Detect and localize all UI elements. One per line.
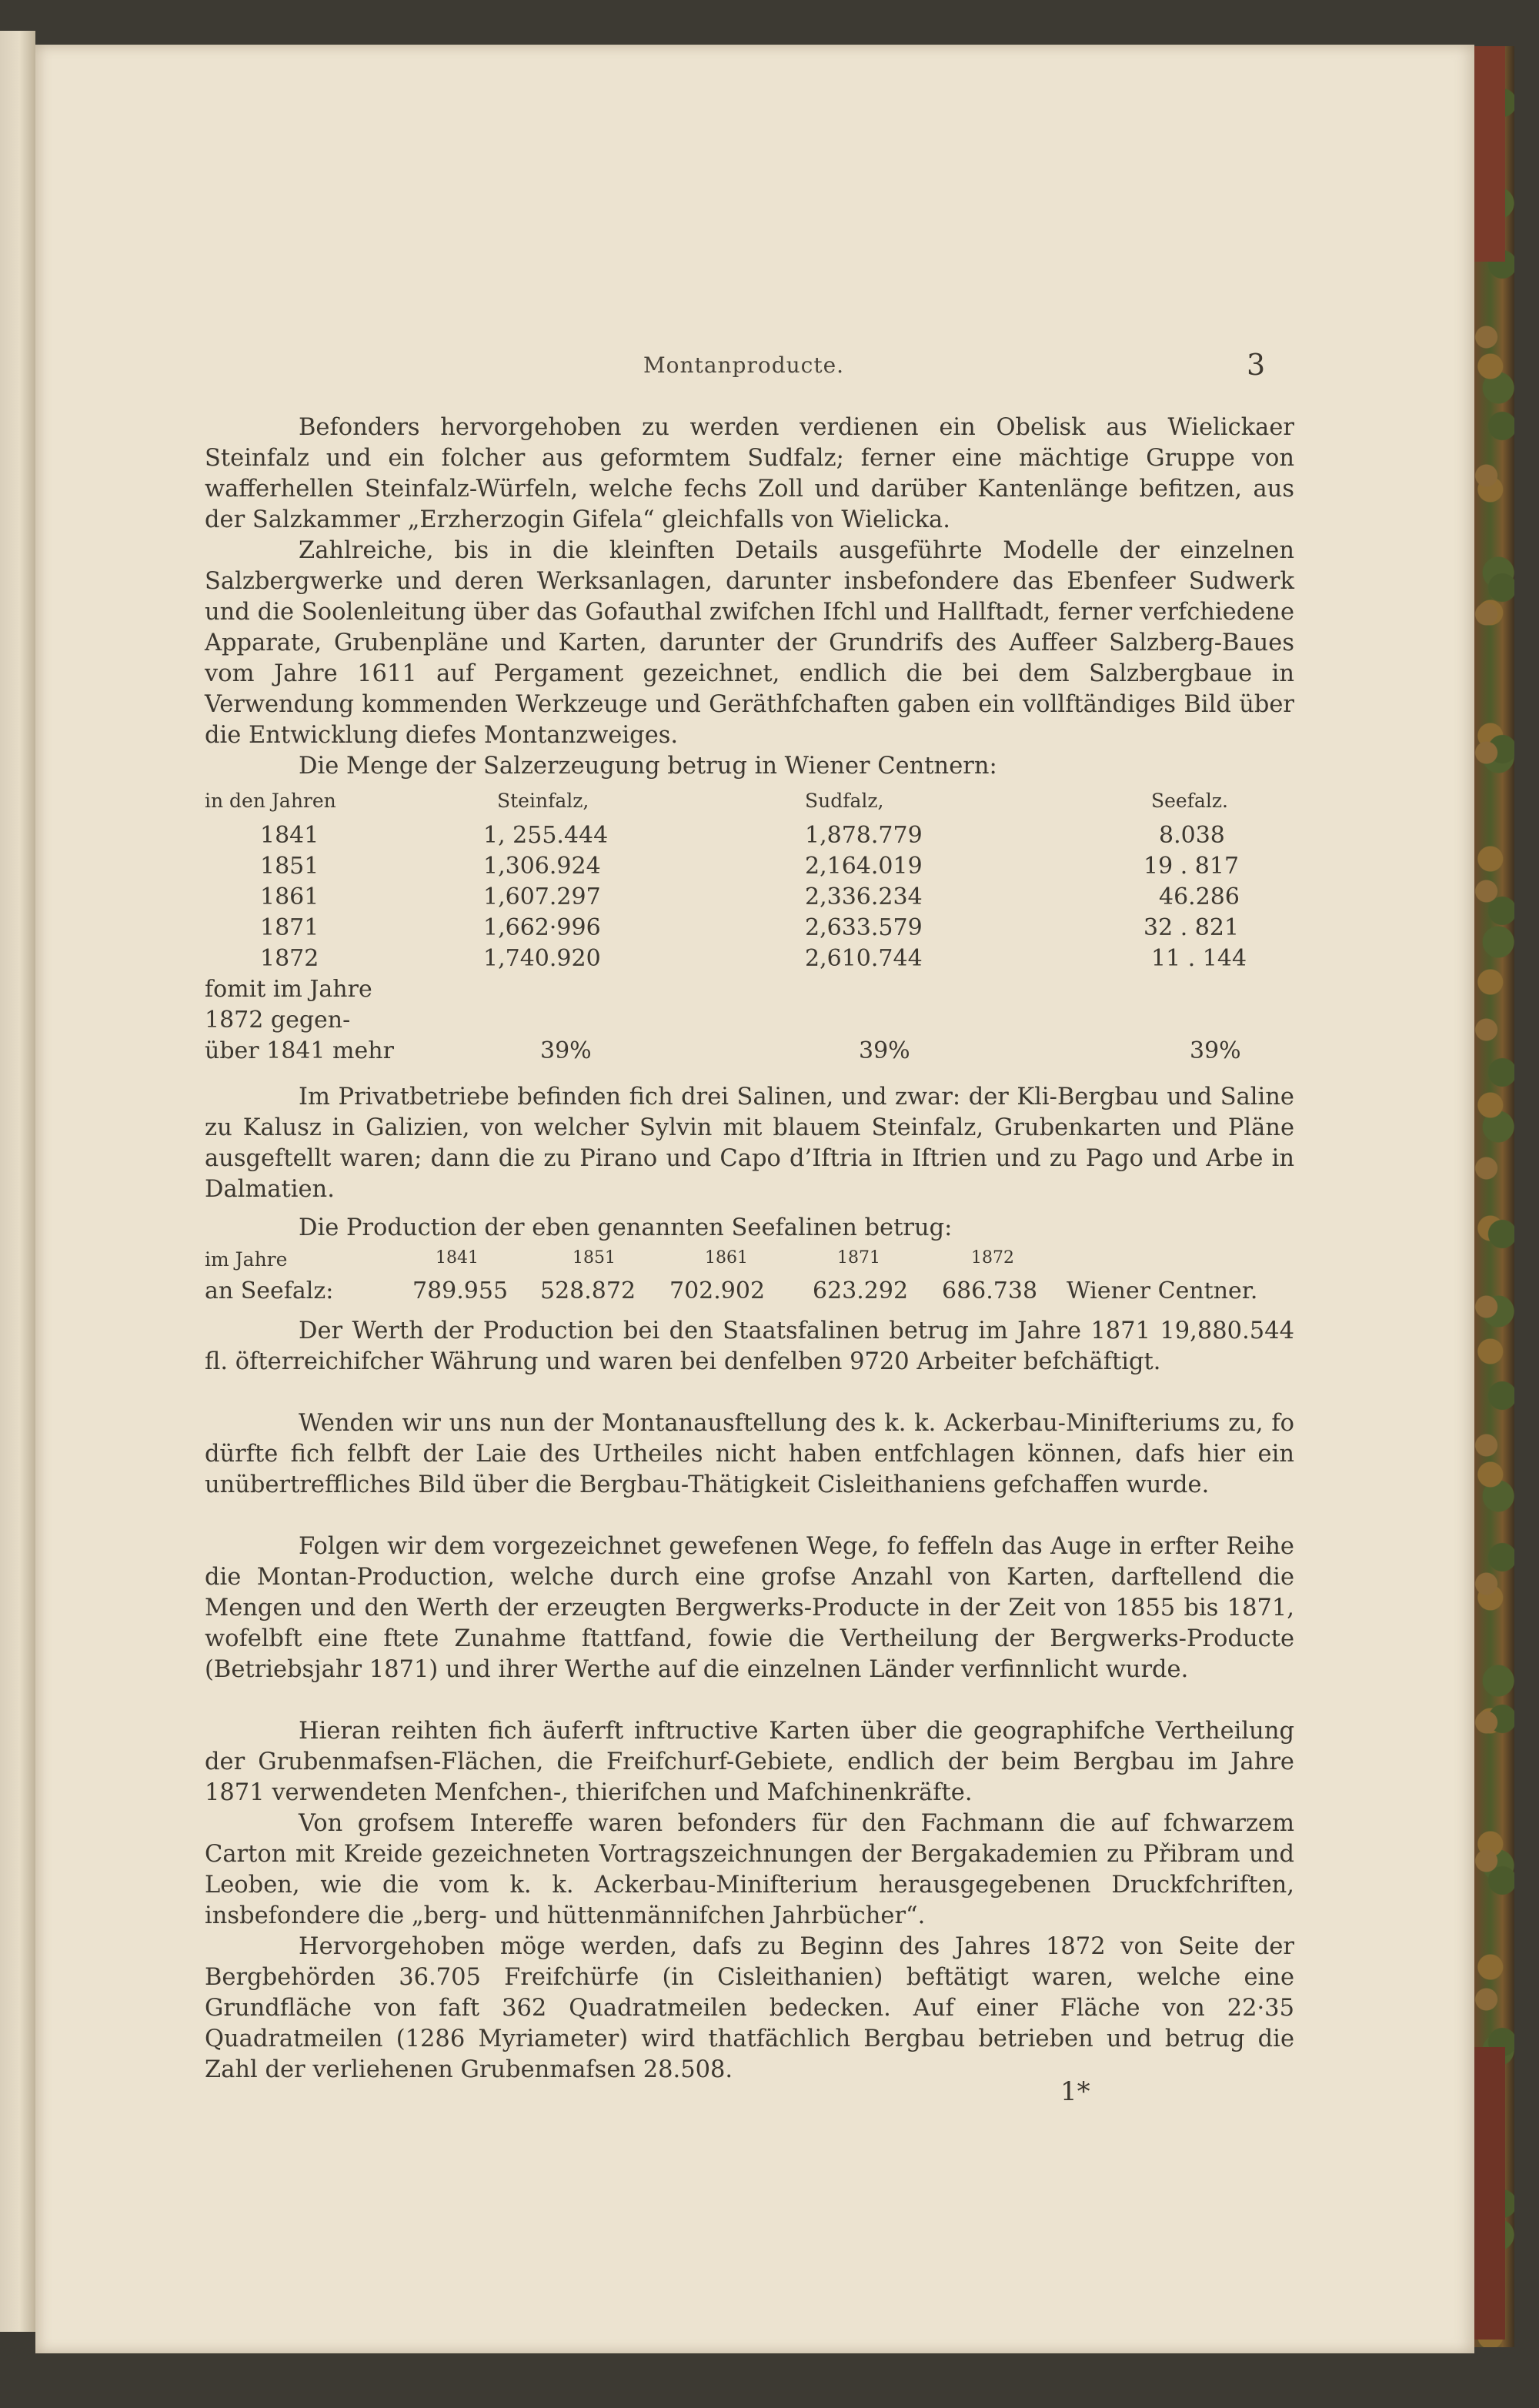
sudsalz-cell: 2,610.744 <box>805 945 923 972</box>
page-number: 3 <box>1247 348 1266 382</box>
table-note-line: über 1841 mehr <box>205 1037 394 1064</box>
increase-sudsalz: 39% <box>859 1037 910 1064</box>
increase-seesalz: 39% <box>1190 1037 1241 1064</box>
header-seesalz: Seefalz. <box>1151 790 1228 812</box>
table-row <box>205 914 1294 945</box>
spine-leather-bottom <box>1474 2047 1505 2340</box>
table-row <box>205 883 1294 914</box>
value-cell: 686.738 <box>942 1277 1038 1304</box>
year-cell: 1871 <box>837 1248 880 1267</box>
value-cell: 623.292 <box>813 1277 909 1304</box>
sudsalz-cell: 2,336.234 <box>805 883 923 910</box>
steinsalz-cell: 1,306.924 <box>483 853 601 880</box>
spine-leather-top <box>1474 46 1505 262</box>
unit-label: Wiener Centner. <box>1067 1277 1258 1304</box>
sudsalz-cell: 2,164.019 <box>805 853 923 880</box>
year-cell: 1841 <box>260 822 319 849</box>
sudsalz-cell: 1,878.779 <box>805 822 923 849</box>
steinsalz-cell: 1,607.297 <box>483 883 601 910</box>
seesalz-cell: 19 . 817 <box>1143 853 1240 880</box>
seesalz-cell: 8.038 <box>1159 822 1225 849</box>
paragraph-sea-salt-intro: Die Production der eben genannten Seefalinen betrug: <box>299 1214 953 1241</box>
increase-steinsalz: 39% <box>540 1037 592 1064</box>
table-row <box>205 822 1294 853</box>
paragraph-maps: Hieran reihten fich äuferft inftructive Karten über die geographifche Vertheilung der Grubenmafsen-Flächen, die Freifchurf-Gebiete, endlich der beim Bergbau im Jahre 1871 verwendeten Menfchen-, thierifchen und Mafchinenkräfte. <box>205 1718 1294 1806</box>
paragraph-production-value: Der Werth der Production bei den Staatsfalinen betrug im Jahre 1871 19,880.544 fl. öfterreichifcher Währung und waren bei denfelben 9720 Arbeiter befchäftigt. <box>205 1318 1294 1375</box>
seesalz-cell: 32 . 821 <box>1143 914 1240 941</box>
table-row <box>205 853 1294 883</box>
steinsalz-cell: 1,662·996 <box>483 914 601 941</box>
book-page <box>35 45 1474 2353</box>
table-note-line: fomit im Jahre <box>205 976 372 1003</box>
value-cell: 528.872 <box>540 1277 636 1304</box>
paragraph-obelisk: Befonders hervorgehoben zu werden verdienen ein Obelisk aus Wielickaer Steinfalz und ein folcher aus geformtem Sudfalz; ferner eine mächtige Gruppe von wafferhellen Steinfalz-Würfeln, welche fechs Zoll und darüber Kantenlänge befitzen, aus der Salzkammer „Erzherzogin Gifela“ gleichfalls von Wielicka. <box>205 414 1294 533</box>
signature-mark: 1* <box>1060 2076 1090 2107</box>
header-sudsalz: Sudfalz, <box>805 790 884 812</box>
year-label: im Jahre <box>205 1248 288 1271</box>
year-cell: 1841 <box>436 1248 479 1267</box>
page-header <box>35 348 1474 383</box>
year-cell: 1871 <box>260 914 319 941</box>
running-title: Montanproducte. <box>643 352 845 378</box>
value-cell: 789.955 <box>412 1277 509 1304</box>
table-increase-row <box>205 1037 1294 1068</box>
header-years: in den Jahren <box>205 790 336 812</box>
year-cell: 1851 <box>260 853 319 880</box>
year-cell: 1861 <box>260 883 319 910</box>
value-cell: 702.902 <box>669 1277 766 1304</box>
paragraph-drawings: Von grofsem Intereffe waren befonders für den Fachmann die auf fchwarzem Carton mit Kreide gezeichneten Vortragszeichnungen der Bergakademien zu Přibram und Leoben, wie die vom k. k. Ackerbau-Minifterium herausgegebenen Druckfchriften, insbefondere die „berg- und hüttenmännifchen Jahrbücher“. <box>205 1810 1294 1929</box>
header-steinsalz: Steinfalz, <box>497 790 589 812</box>
row-label: an Seefalz: <box>205 1277 334 1304</box>
table-row <box>205 945 1294 976</box>
steinsalz-cell: 1,740.920 <box>483 945 601 972</box>
paragraph-models: Zahlreiche, bis in die kleinften Details ausgeführte Modelle der einzelnen Salzbergwerke und deren Werksanlagen, darunter insbefondere das Ebenfeer Sudwerk und die Soolenleitung über das Gofauthal zwifchen Ifchl und Hallftadt, ferner verfchiedene Apparate, Grubenpläne und Karten, darunter der Grundrifs des Auffeer Salzberg-Baues vom Jahre 1611 auf Pergament gezeichnet, endlich die bei dem Salzbergbaue in Verwendung kommenden Werkzeuge und Geräthfchaften gaben ein vollftändiges Bild über die Entwicklung diefes Montanzweiges. <box>205 537 1294 749</box>
facing-page-edge <box>0 31 35 2332</box>
paragraph-montan-production: Folgen wir dem vorgezeichnet gewefenen Wege, fo feffeln das Auge in erfter Reihe die Montan-Production, welche durch eine grofse Anzahl von Karten, darftellend die Mengen und den Werth der erzeugten Bergwerks-Producte in der Zeit von 1855 bis 1871, wofelbft eine ftete Zunahme ftattfand, fowie die Vertheilung der Bergwerks-Producte (Betriebsjahr 1871) und ihrer Werthe auf die einzelnen Länder verfinnlicht wurde. <box>205 1533 1294 1683</box>
steinsalz-cell: 1, 255.444 <box>483 822 609 849</box>
paragraph-private-salines: Im Privatbetriebe befinden fich drei Salinen, und zwar: der Kli-Bergbau und Saline zu Kalusz in Galizien, von welcher Sylvin mit blauem Steinfalz, Grubenkarten und Pläne ausgeftellt waren; dann die zu Pirano und Capo d’Iftria in Iftrien und zu Pago und Arbe in Dalmatien. <box>205 1084 1294 1203</box>
table-note-line: 1872 gegen- <box>205 1007 351 1034</box>
book-cover-edge <box>1474 46 1514 2347</box>
year-cell: 1861 <box>705 1248 748 1267</box>
table-note-row <box>205 1007 1294 1037</box>
seesalz-cell: 46.286 <box>1159 883 1240 910</box>
sudsalz-cell: 2,633.579 <box>805 914 923 941</box>
paragraph-ministry-exhibit: Wenden wir uns nun der Montanausftellung des k. k. Ackerbau-Minifteriums zu, fo dürfte fich felbft der Laie des Urtheiles nicht haben entfchlagen können, dafs hier ein unübertreffliches Bild über die Bergbau-Thätigkeit Cisleithaniens gefchaffen wurde. <box>205 1410 1294 1498</box>
sea-salt-table <box>205 1248 1294 1311</box>
year-cell: 1872 <box>260 945 319 972</box>
year-cell: 1851 <box>573 1248 616 1267</box>
table-note-row <box>205 976 1294 1007</box>
sea-table-row <box>205 1277 1294 1308</box>
paragraph-claims: Hervorgehoben möge werden, dafs zu Beginn des Jahres 1872 von Seite der Bergbehörden 36.705 Freifchürfe (in Cisleithanien) beftätigt waren, welche eine Grundfläche von faft 362 Quadratmeilen bedecken. Auf einer Fläche von 22·35 Quadratmeilen (1286 Myriameter) wird thatfächlich Bergbau betrieben und betrug die Zahl der verliehenen Grubenmafsen 28.508. <box>205 1933 1294 2083</box>
year-cell: 1872 <box>971 1248 1014 1267</box>
seesalz-cell: 11 . 144 <box>1151 945 1247 972</box>
salt-production-table <box>205 790 1294 1082</box>
paragraph-salt-intro: Die Menge der Salzerzeugung betrug in Wiener Centnern: <box>299 753 997 780</box>
